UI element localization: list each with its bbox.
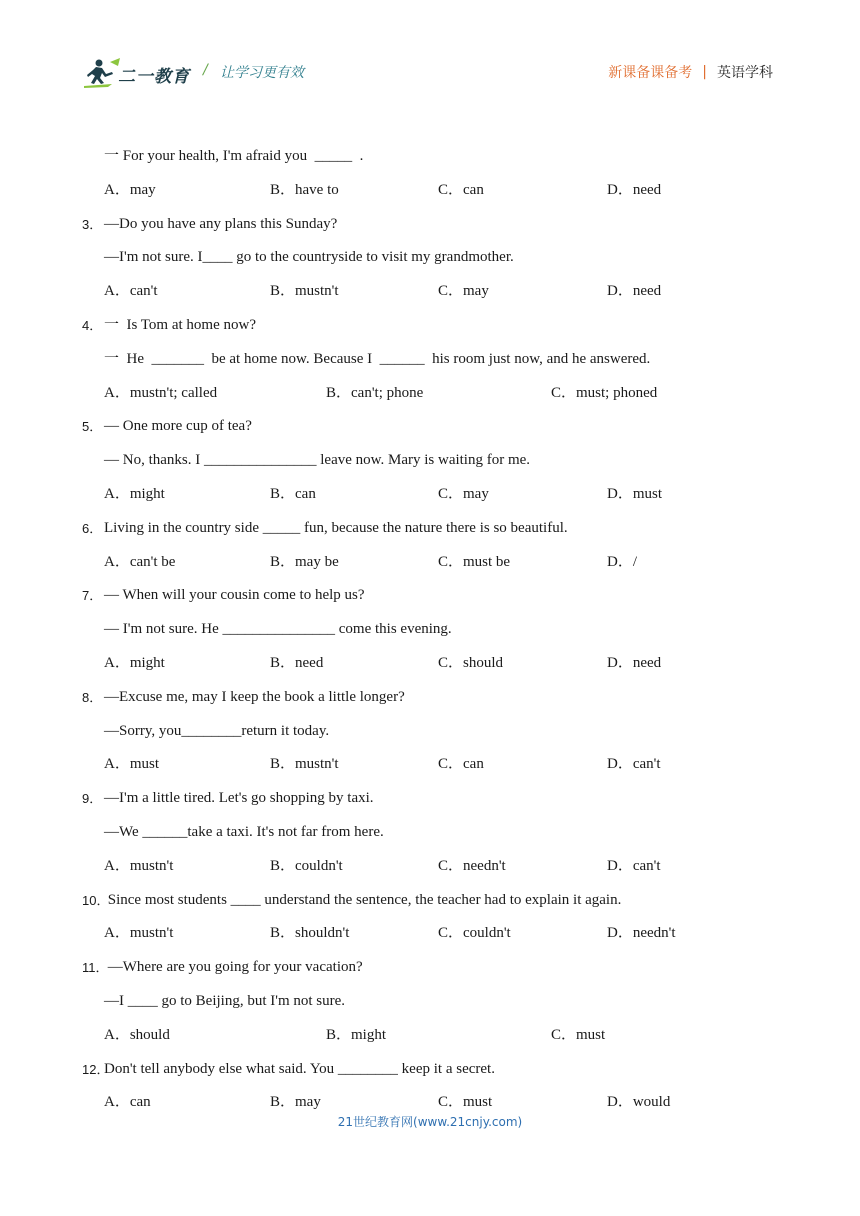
answer-option[interactable]: B．may be: [270, 553, 339, 570]
header-slogan: 让学习更有效: [220, 65, 304, 81]
answer-option[interactable]: C．couldn't: [438, 925, 511, 942]
answer-option[interactable]: B．mustn't: [270, 756, 339, 773]
question-text: —Do you have any plans this Sunday?: [104, 215, 338, 232]
header-slash: /: [203, 62, 208, 78]
question-number: 12．: [82, 1061, 110, 1077]
running-man-logo-icon: [82, 56, 122, 90]
answer-option[interactable]: B．mustn't: [270, 283, 339, 300]
question-text: 一 Is Tom at home now?: [104, 317, 256, 333]
question-text: — One more cup of tea?: [104, 418, 252, 435]
question-number: 5．: [82, 419, 103, 435]
answer-option[interactable]: B．have to: [270, 181, 339, 198]
answer-option[interactable]: A．might: [104, 655, 165, 671]
answer-option[interactable]: B．might: [326, 1026, 387, 1043]
answer-option[interactable]: A．must: [104, 756, 160, 773]
question-response-line: — No, thanks. I _______________ leave now. Mary is waiting for me.: [104, 452, 531, 469]
answer-option[interactable]: C．must: [551, 1026, 606, 1043]
question-text: —Where are you going for your vacation?: [104, 959, 363, 976]
question-response-line: —I ____ go to Beijing, but I'm not sure.: [104, 993, 346, 1009]
answer-option[interactable]: C．should: [438, 655, 504, 671]
header-right: [608, 62, 773, 82]
answer-option[interactable]: D．needn't: [607, 925, 676, 942]
question-text: Living in the country side _____ fun, because the nature there is so beautiful.: [104, 519, 568, 536]
answer-option[interactable]: C．must: [438, 1094, 493, 1111]
answer-option[interactable]: A．might: [104, 486, 165, 502]
header-subject: 英语学科: [717, 65, 773, 81]
question-number: 3．: [82, 216, 103, 232]
answer-option[interactable]: A．mustn't: [104, 925, 174, 942]
page-footer: 21世纪教育网(www.21cnjy.com): [337, 1115, 523, 1129]
answer-option[interactable]: C．may: [438, 486, 489, 502]
question-response-line: —We ______take a taxi. It's not far from here.: [104, 824, 384, 840]
answer-option[interactable]: D．can't: [607, 756, 661, 773]
answer-option[interactable]: A．may: [104, 181, 156, 198]
header-course: 新课备课备考: [608, 65, 693, 81]
answer-option[interactable]: A．can't: [104, 283, 158, 300]
question-number: 8．: [82, 689, 103, 705]
header-separator: |: [702, 64, 707, 80]
question-number: 7．: [82, 588, 103, 604]
answer-option[interactable]: C．must be: [438, 553, 511, 570]
question-response-line: 一 He _______ be at home now. Because I ______ his room just now, and he answered.: [104, 350, 651, 367]
question-number: 11．: [82, 960, 109, 976]
answer-option[interactable]: B．may: [270, 1094, 321, 1111]
question-number: 9．: [82, 791, 103, 807]
answer-option[interactable]: A．mustn't; called: [104, 384, 218, 401]
page-header: [0, 0, 860, 110]
answer-option[interactable]: B．need: [270, 655, 324, 671]
answer-option[interactable]: A．should: [104, 1026, 170, 1043]
question-text: 一 For your health, I'm afraid you _____ .: [104, 148, 364, 164]
answer-option[interactable]: B．couldn't: [270, 857, 343, 874]
answer-option[interactable]: C．needn't: [438, 857, 506, 874]
question-response-line: —I'm not sure. I____ go to the countryside to visit my grandmother.: [104, 249, 514, 266]
answer-option[interactable]: D．/: [607, 553, 638, 570]
answer-option[interactable]: D．would: [607, 1094, 671, 1111]
answer-option[interactable]: D．need: [607, 283, 662, 300]
question-text: —I'm a little tired. Let's go shopping by taxi.: [104, 790, 374, 807]
question-text: Since most students ____ understand the sentence, the teacher had to explain it again.: [104, 891, 622, 908]
answer-option[interactable]: A．can't be: [104, 553, 176, 570]
answer-option[interactable]: D．need: [607, 181, 662, 198]
answer-option[interactable]: A．can: [104, 1094, 151, 1111]
answer-option[interactable]: B．shouldn't: [270, 925, 350, 942]
answer-option[interactable]: D．need: [607, 655, 662, 671]
answer-option[interactable]: C．must; phoned: [551, 384, 658, 401]
question-text: — When will your cousin come to help us?: [104, 587, 365, 604]
answer-option[interactable]: A．mustn't: [104, 857, 174, 874]
question-response-line: — I'm not sure. He _______________ come this evening.: [104, 621, 452, 638]
question-text: Don't tell anybody else what said. You ________ keep it a secret.: [104, 1060, 495, 1077]
answer-option[interactable]: C．can: [438, 756, 484, 773]
answer-option[interactable]: B．can: [270, 486, 316, 502]
logo: [82, 56, 192, 90]
answer-option[interactable]: C．can: [438, 181, 484, 198]
answer-option[interactable]: B．can't; phone: [326, 384, 424, 401]
answer-option[interactable]: D．can't: [607, 857, 661, 874]
answer-option[interactable]: C．may: [438, 283, 489, 300]
logo-text: 二一教育: [118, 67, 190, 87]
question-number: 4．: [82, 318, 103, 333]
question-number: 10．: [82, 892, 110, 908]
answer-option[interactable]: D．must: [607, 486, 663, 502]
question-text: —Excuse me, may I keep the book a little longer?: [104, 688, 405, 705]
question-response-line: —Sorry, you________return it today.: [104, 722, 330, 739]
question-number: 6．: [82, 520, 103, 536]
